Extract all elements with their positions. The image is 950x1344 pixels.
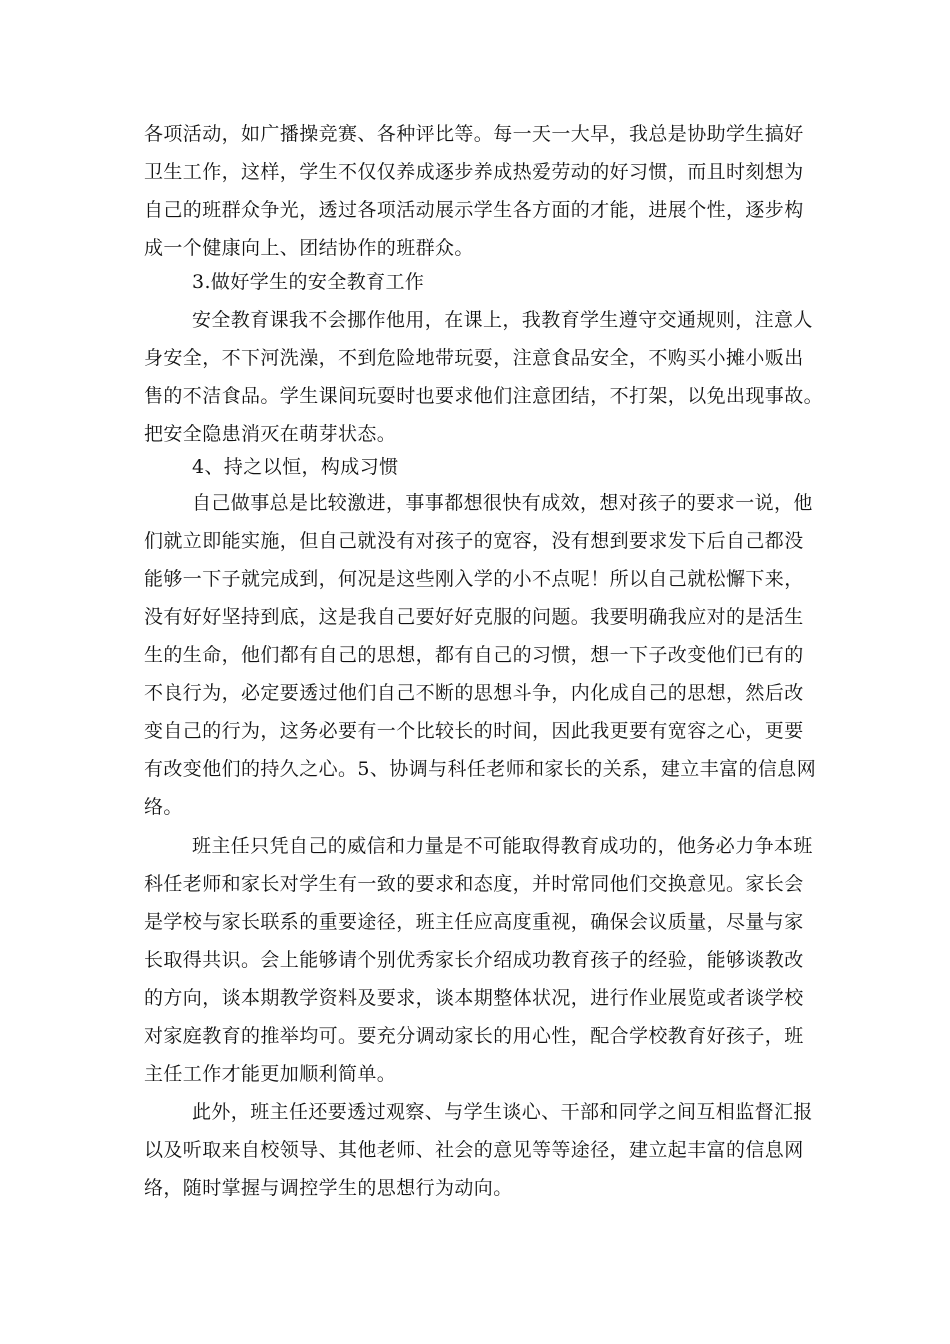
text-line: 以及听取来自校领导、其他老师、社会的意见等等途径，建立起丰富的信息网 — [144, 1139, 804, 1161]
text-line: 对家庭教育的推举均可。要充分调动家长的用心性，配合学校教育好孩子，班 — [144, 1025, 804, 1047]
text-line: 成一个健康向上、团结协作的班群众。 — [144, 237, 474, 259]
text-line: 是学校与家长联系的重要途径，班主任应高度重视，确保会议质量，尽量与家 — [144, 911, 804, 933]
text-line: 售的不洁食品。学生课间玩耍时也要求他们注意团结，不打架，以免出现事故。 — [144, 385, 824, 407]
section-heading: 4、持之以恒，构成习惯 — [192, 456, 399, 478]
text-line: 变自己的行为，这务必要有一个比较长的时间，因此我更要有宽容之心，更要 — [144, 720, 804, 742]
text-line: 卫生工作，这样，学生不仅仅养成逐步养成热爱劳动的好习惯，而且时刻想为 — [144, 161, 804, 183]
text-line: 络。 — [144, 796, 183, 818]
text-line: 能够一下子就完成到，何况是这些刚入学的小不点呢！所以自己就松懈下来， — [144, 568, 804, 590]
text-line: 主任工作才能更加顺利简单。 — [144, 1063, 397, 1085]
text-line: 此外，班主任还要透过观察、与学生谈心、干部和同学之间互相监督汇报 — [192, 1101, 813, 1123]
text-line: 身安全，不下河洗澡，不到危险地带玩耍，注意食品安全，不购买小摊小贩出 — [144, 347, 804, 369]
text-line: 各项活动，如广播操竞赛、各种评比等。每一天一大早，我总是协助学生搞好 — [144, 123, 804, 145]
text-line: 没有好好坚持到底，这是我自己要好好克服的问题。我要明确我应对的是活生 — [144, 606, 804, 628]
text-line: 们就立即能实施，但自己就没有对孩子的宽容，没有想到要求发下后自己都没 — [144, 530, 804, 552]
text-line: 自己的班群众争光，透过各项活动展示学生各方面的才能，进展个性，逐步构 — [144, 199, 804, 221]
section-heading: 3.做好学生的安全教育工作 — [192, 271, 425, 293]
text-line: 的方向，谈本期教学资料及要求，谈本期整体状况，进行作业展览或者谈学校 — [144, 987, 804, 1009]
text-line: 不良行为，必定要透过他们自己不断的思想斗争，内化成自己的思想，然后改 — [144, 682, 804, 704]
text-line: 络，随时掌握与调控学生的思想行为动向。 — [144, 1177, 513, 1199]
text-line: 把安全隐患消灭在萌芽状态。 — [144, 423, 397, 445]
text-line: 班主任只凭自己的威信和力量是不可能取得教育成功的，他务必力争本班 — [192, 835, 813, 857]
text-line: 有改变他们的持久之心。5、协调与科任老师和家长的关系，建立丰富的信息网 — [144, 758, 817, 780]
text-line: 长取得共识。会上能够请个别优秀家长介绍成功教育孩子的经验，能够谈教改 — [144, 949, 804, 971]
text-line: 生的生命，他们都有自己的思想，都有自己的习惯，想一下子改变他们已有的 — [144, 644, 804, 666]
text-line: 科任老师和家长对学生有一致的要求和态度，并时常同他们交换意见。家长会 — [144, 873, 804, 895]
text-line: 安全教育课我不会挪作他用，在课上，我教育学生遵守交通规则，注意人 — [192, 309, 813, 331]
text-line: 自己做事总是比较激进，事事都想很快有成效，想对孩子的要求一说，他 — [192, 492, 813, 514]
